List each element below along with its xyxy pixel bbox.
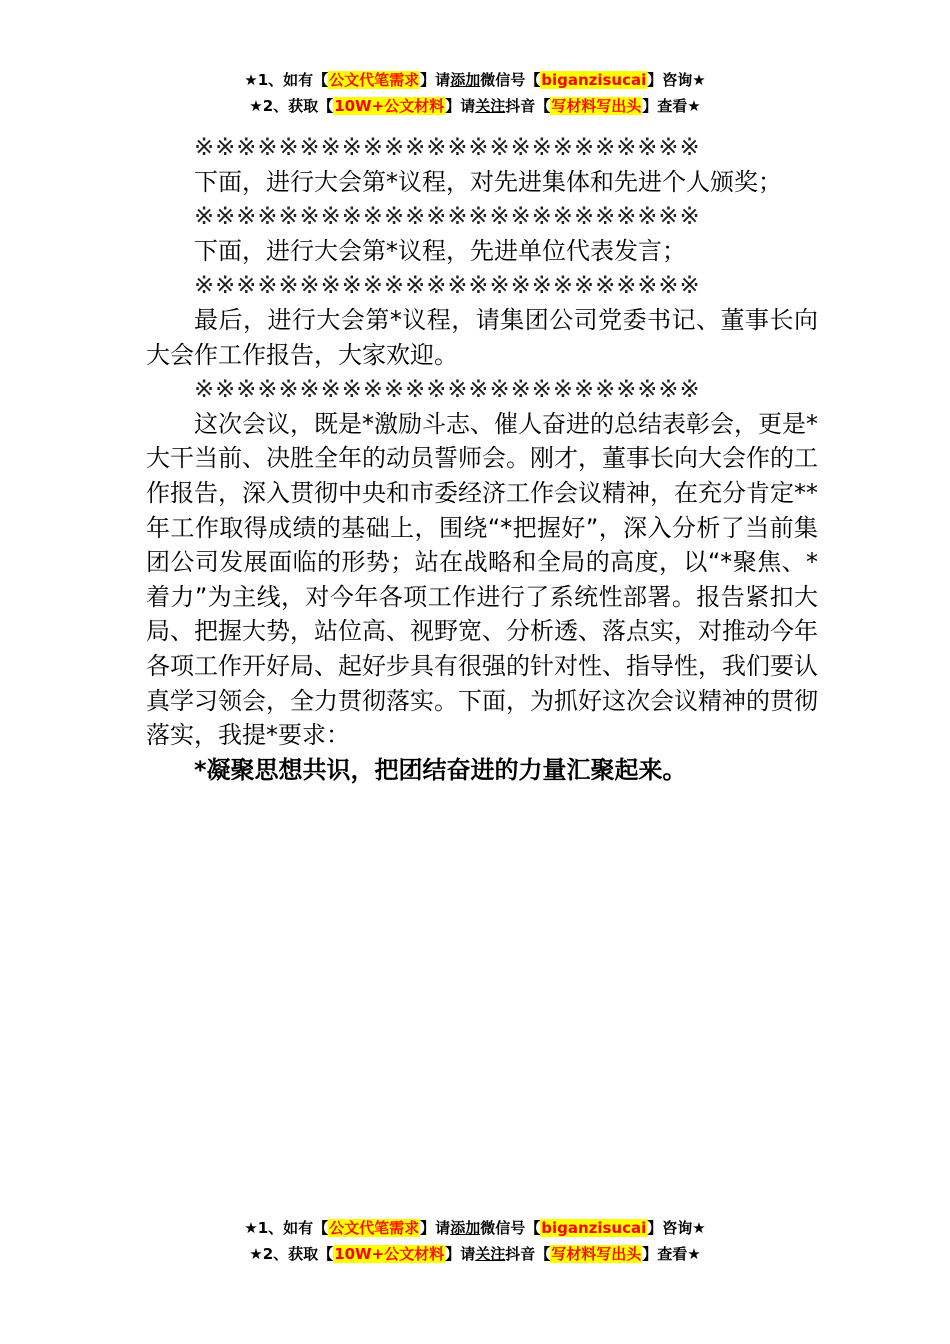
paragraph-summary: 这次会议，既是*激励斗志、催人奋进的总结表彰会，更是*大干当前、决胜全年的动员誓师会。刚才，董事长向大会作的工作报告，深入贯彻中央和市委经济工作会议精神，在充分肯定**年工作取得成绩的基础上，围绕“*把握好”，深入分析了当前集团公司发展面临的形势；站在战略和全局的高度，以“*聚焦、*着力”为主线，对今年各项工作进行了系统性部署。报告紧扣大局、把握大势，站位高、视野宽、分析透、落点实，对推动今年各项工作开好局、起好步具有很强的针对性、指导性，我们要认真学习领会，全力贯彻落实。下面，为抓好这次会议精神的贯彻落实，我提*要求：	[146, 409, 818, 750]
highlight-douyin: 写材料写出头	[551, 97, 642, 115]
section-heading: *凝聚思想共识，把团结奋进的力量汇聚起来。	[194, 755, 687, 784]
separator-marks: ※※※※※※※※※※※※※※※※※※※※※※※※	[194, 202, 701, 231]
document-body	[146, 130, 818, 787]
header-banner	[0, 67, 950, 119]
footer-banner	[0, 1215, 950, 1267]
banner-line-1: ★1、如有【公文代笔需求】请添加微信号【biganzisucai】咨询★	[244, 71, 706, 89]
separator-marks: ※※※※※※※※※※※※※※※※※※※※※※※※	[194, 271, 701, 300]
highlight-wechat-id: biganzisucai	[541, 71, 647, 89]
banner-line-1: ★1、如有【公文代笔需求】请添加微信号【biganzisucai】咨询★	[244, 1219, 706, 1237]
highlight-douyin: 写材料写出头	[551, 1245, 642, 1263]
highlight-wechat-id: biganzisucai	[541, 1219, 647, 1237]
highlight-service: 公文代笔需求	[329, 1219, 420, 1237]
highlight-service: 公文代笔需求	[329, 71, 420, 89]
banner-line-2: ★2、获取【10W+公文材料】请关注抖音【写材料写出头】查看★	[249, 97, 701, 115]
highlight-materials: 10W+公文材料	[334, 97, 445, 115]
paragraph-speech: 下面，进行大会第*议程，先进单位代表发言；	[194, 236, 686, 265]
separator-marks: ※※※※※※※※※※※※※※※※※※※※※※※※	[194, 375, 701, 404]
paragraph-report: 最后，进行大会第*议程，请集团公司党委书记、董事长向大会作工作报告，大家欢迎。	[146, 305, 818, 369]
banner-line-2: ★2、获取【10W+公文材料】请关注抖音【写材料写出头】查看★	[249, 1245, 701, 1263]
separator-marks: ※※※※※※※※※※※※※※※※※※※※※※※※	[194, 133, 701, 161]
highlight-materials: 10W+公文材料	[334, 1245, 445, 1263]
paragraph-award: 下面，进行大会第*议程，对先进集体和先进个人颁奖；	[194, 167, 782, 196]
